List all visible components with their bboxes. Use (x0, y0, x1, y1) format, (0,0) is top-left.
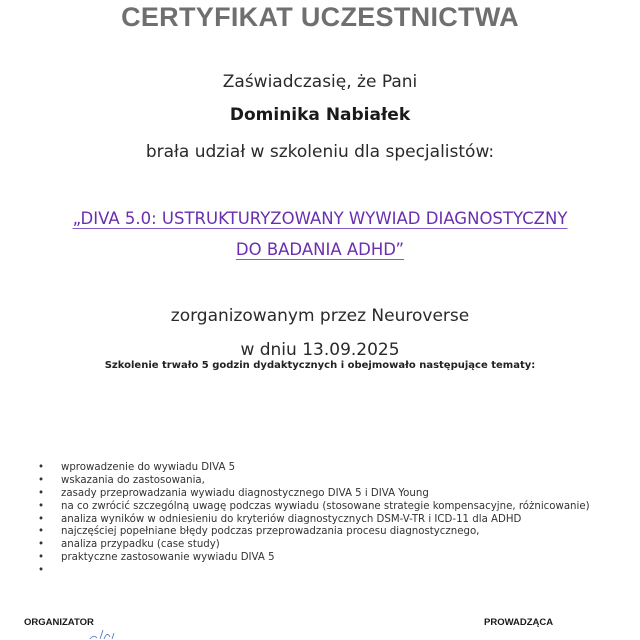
list-item (28, 501, 590, 514)
organizer-text: zorganizowanym przez Neuroverse (170, 306, 470, 326)
topic-text: praktyczne zastosowanie wywiadu DIVA 5 (61, 552, 275, 564)
bullet-icon: • (38, 526, 45, 538)
list-item (28, 462, 590, 475)
certificate-title: CERTYFIKAT UCZESTNICTWA (121, 2, 519, 32)
topic-text: na co zwrócić szczególną uwagę podczas wywiadu (stosowane strategie kompensacyjne, różnicowanie) (61, 500, 590, 512)
list-item (28, 514, 590, 527)
topic-text: wprowadzenie do wywiadu DIVA 5 (61, 462, 236, 473)
list-item (28, 526, 590, 539)
bullet-icon: • (38, 565, 45, 577)
course-title-text-2: DO BADANIA ADHD” (235, 240, 405, 259)
participation-text: brała udział w szkoleniu dla specjalistów: (145, 142, 495, 162)
bullet-icon: • (38, 474, 45, 486)
topic-text: zasady przeprowadzania wywiadu diagnostycznego DIVA 5 i DIVA Young (61, 487, 429, 499)
participant-name: Dominika Nabiałek (229, 105, 411, 125)
list-item (28, 488, 590, 501)
bullet-icon: • (38, 539, 45, 551)
date-text: w dniu 13.09.2025 (240, 340, 400, 360)
topic-text: najczęściej popełniane błędy podczas przeprowadzania procesu diagnostycznego, (61, 526, 480, 538)
list-item (28, 552, 590, 565)
list-item (28, 565, 590, 578)
course-title-text-1: „DIVA 5.0: USTRUKTURYZOWANY WYWIAD DIAGNOSTYCZNY (72, 209, 568, 228)
topic-text: analiza wyników w odniesieniu do kryteriów diagnostycznych DSM-V-TR i ICD-11 dla ADHD (61, 513, 522, 525)
topic-text: wskazania do zastosowania, (61, 474, 205, 486)
signature-icon (88, 628, 128, 640)
bullet-icon: • (38, 513, 45, 525)
organizer-label: ORGANIZATOR (24, 617, 94, 628)
intro-text: Zaświadczasię, że Pani (222, 72, 418, 92)
bullet-icon: • (38, 487, 45, 499)
instructor-label: PROWADZĄCA (484, 617, 554, 628)
topic-text: analiza przypadku (case study) (61, 539, 220, 551)
topics-list (28, 462, 590, 578)
bullet-icon: • (38, 500, 45, 512)
bullet-icon: • (38, 552, 45, 564)
bullet-icon: • (38, 462, 45, 473)
course-title-line-1 (0, 209, 640, 228)
course-title-line-2 (0, 240, 640, 259)
list-item (28, 539, 590, 552)
list-item (28, 475, 590, 488)
summary-text: Szkolenie trwało 5 godzin dydaktycznych i obejmowało następujące tematy: (104, 360, 536, 371)
